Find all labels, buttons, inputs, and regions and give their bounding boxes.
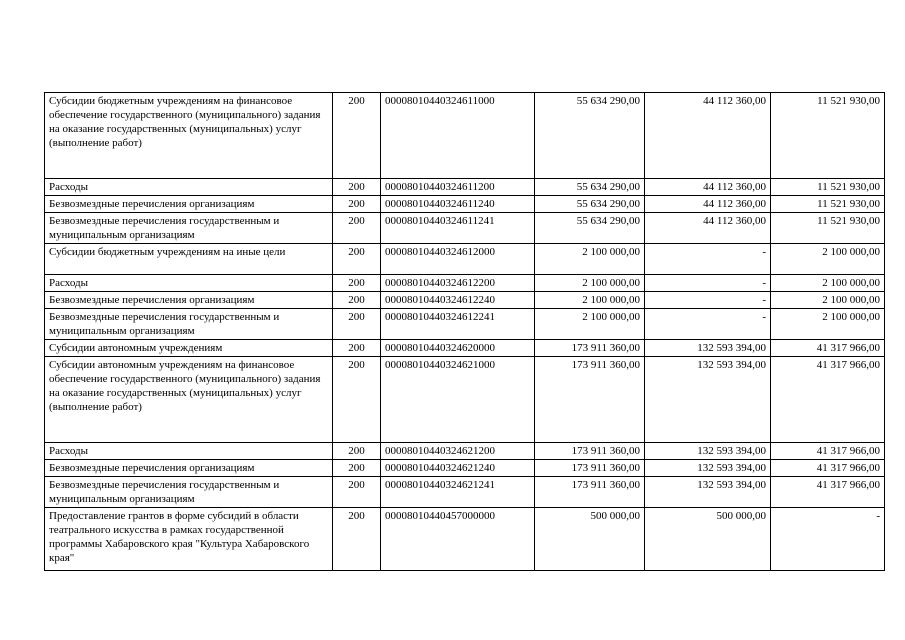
table-row <box>45 244 885 275</box>
budget-table <box>44 92 885 571</box>
table-row <box>45 508 885 571</box>
row-name: Расходы <box>45 179 333 196</box>
row-value-1: 55 634 290,00 <box>535 93 645 179</box>
row-name: Субсидии бюджетным учреждениям на иные цели <box>45 244 333 275</box>
row-value-2: 44 112 360,00 <box>645 93 771 179</box>
row-value-1: 2 100 000,00 <box>535 309 645 340</box>
table-row <box>45 357 885 443</box>
row-name: Расходы <box>45 275 333 292</box>
row-value-3: 2 100 000,00 <box>771 244 885 275</box>
row-value-2: - <box>645 275 771 292</box>
row-value-2: 500 000,00 <box>645 508 771 571</box>
row-code: 200 <box>333 340 381 357</box>
row-kbk: 00008010440457000000 <box>381 508 535 571</box>
row-value-1: 173 911 360,00 <box>535 443 645 460</box>
row-value-1: 173 911 360,00 <box>535 477 645 508</box>
row-value-3: 11 521 930,00 <box>771 179 885 196</box>
table-row <box>45 309 885 340</box>
row-code: 200 <box>333 275 381 292</box>
row-name: Субсидии автономным учреждениям <box>45 340 333 357</box>
row-name: Безвозмездные перечисления организациям <box>45 292 333 309</box>
row-kbk: 00008010440324612241 <box>381 309 535 340</box>
row-kbk: 00008010440324621200 <box>381 443 535 460</box>
row-kbk: 00008010440324612000 <box>381 244 535 275</box>
row-value-3: 2 100 000,00 <box>771 292 885 309</box>
row-name: Предоставление грантов в форме субсидий в области театрального искусства в рамках государственной программы Хабаровского края "Культура Хабаровского края" <box>45 508 333 571</box>
row-value-1: 2 100 000,00 <box>535 244 645 275</box>
table-row <box>45 477 885 508</box>
row-value-2: - <box>645 292 771 309</box>
row-code: 200 <box>333 93 381 179</box>
row-kbk: 00008010440324621241 <box>381 477 535 508</box>
row-name: Расходы <box>45 443 333 460</box>
row-value-3: 11 521 930,00 <box>771 196 885 213</box>
row-value-3: 41 317 966,00 <box>771 443 885 460</box>
row-kbk: 00008010440324612240 <box>381 292 535 309</box>
table-row <box>45 443 885 460</box>
row-kbk: 00008010440324621000 <box>381 357 535 443</box>
row-name: Субсидии бюджетным учреждениям на финансовое обеспечение государственного (муниципального) задания на оказание государственных (муниципальных) услуг (выполнение работ) <box>45 93 333 179</box>
row-code: 200 <box>333 508 381 571</box>
row-value-3: 41 317 966,00 <box>771 460 885 477</box>
row-code: 200 <box>333 443 381 460</box>
row-kbk: 00008010440324611200 <box>381 179 535 196</box>
row-code: 200 <box>333 213 381 244</box>
row-value-1: 2 100 000,00 <box>535 292 645 309</box>
row-value-2: 132 593 394,00 <box>645 477 771 508</box>
row-value-3: 41 317 966,00 <box>771 477 885 508</box>
row-name: Безвозмездные перечисления государственным и муниципальным организациям <box>45 477 333 508</box>
row-kbk: 00008010440324620000 <box>381 340 535 357</box>
row-code: 200 <box>333 196 381 213</box>
document-page <box>44 92 884 571</box>
row-value-2: 132 593 394,00 <box>645 357 771 443</box>
row-value-2: 44 112 360,00 <box>645 213 771 244</box>
row-value-3: 2 100 000,00 <box>771 309 885 340</box>
row-value-3: 41 317 966,00 <box>771 340 885 357</box>
row-kbk: 00008010440324612200 <box>381 275 535 292</box>
table-row <box>45 275 885 292</box>
table-row <box>45 213 885 244</box>
row-value-2: 132 593 394,00 <box>645 460 771 477</box>
row-value-2: 132 593 394,00 <box>645 443 771 460</box>
table-row <box>45 292 885 309</box>
table-row <box>45 179 885 196</box>
row-value-1: 173 911 360,00 <box>535 460 645 477</box>
row-code: 200 <box>333 477 381 508</box>
row-value-3: 11 521 930,00 <box>771 213 885 244</box>
row-value-3: 2 100 000,00 <box>771 275 885 292</box>
table-row <box>45 460 885 477</box>
row-code: 200 <box>333 244 381 275</box>
row-name: Безвозмездные перечисления организациям <box>45 460 333 477</box>
row-value-3: 41 317 966,00 <box>771 357 885 443</box>
row-kbk: 00008010440324611000 <box>381 93 535 179</box>
row-code: 200 <box>333 460 381 477</box>
row-value-3: 11 521 930,00 <box>771 93 885 179</box>
table-row <box>45 93 885 179</box>
row-value-2: - <box>645 309 771 340</box>
row-code: 200 <box>333 357 381 443</box>
row-value-1: 173 911 360,00 <box>535 340 645 357</box>
row-value-2: 132 593 394,00 <box>645 340 771 357</box>
row-kbk: 00008010440324611241 <box>381 213 535 244</box>
row-value-1: 55 634 290,00 <box>535 213 645 244</box>
row-value-2: 44 112 360,00 <box>645 179 771 196</box>
row-value-1: 2 100 000,00 <box>535 275 645 292</box>
row-value-2: - <box>645 244 771 275</box>
row-value-1: 55 634 290,00 <box>535 196 645 213</box>
row-code: 200 <box>333 179 381 196</box>
row-value-3: - <box>771 508 885 571</box>
row-code: 200 <box>333 292 381 309</box>
row-value-1: 500 000,00 <box>535 508 645 571</box>
row-value-1: 173 911 360,00 <box>535 357 645 443</box>
row-kbk: 00008010440324621240 <box>381 460 535 477</box>
row-kbk: 00008010440324611240 <box>381 196 535 213</box>
table-row <box>45 196 885 213</box>
row-value-1: 55 634 290,00 <box>535 179 645 196</box>
row-code: 200 <box>333 309 381 340</box>
row-name: Субсидии автономным учреждениям на финансовое обеспечение государственного (муниципального) задания на оказание государственных (муниципальных) услуг (выполнение работ) <box>45 357 333 443</box>
row-name: Безвозмездные перечисления организациям <box>45 196 333 213</box>
row-name: Безвозмездные перечисления государственным и муниципальным организациям <box>45 213 333 244</box>
row-value-2: 44 112 360,00 <box>645 196 771 213</box>
row-name: Безвозмездные перечисления государственным и муниципальным организациям <box>45 309 333 340</box>
table-row <box>45 340 885 357</box>
